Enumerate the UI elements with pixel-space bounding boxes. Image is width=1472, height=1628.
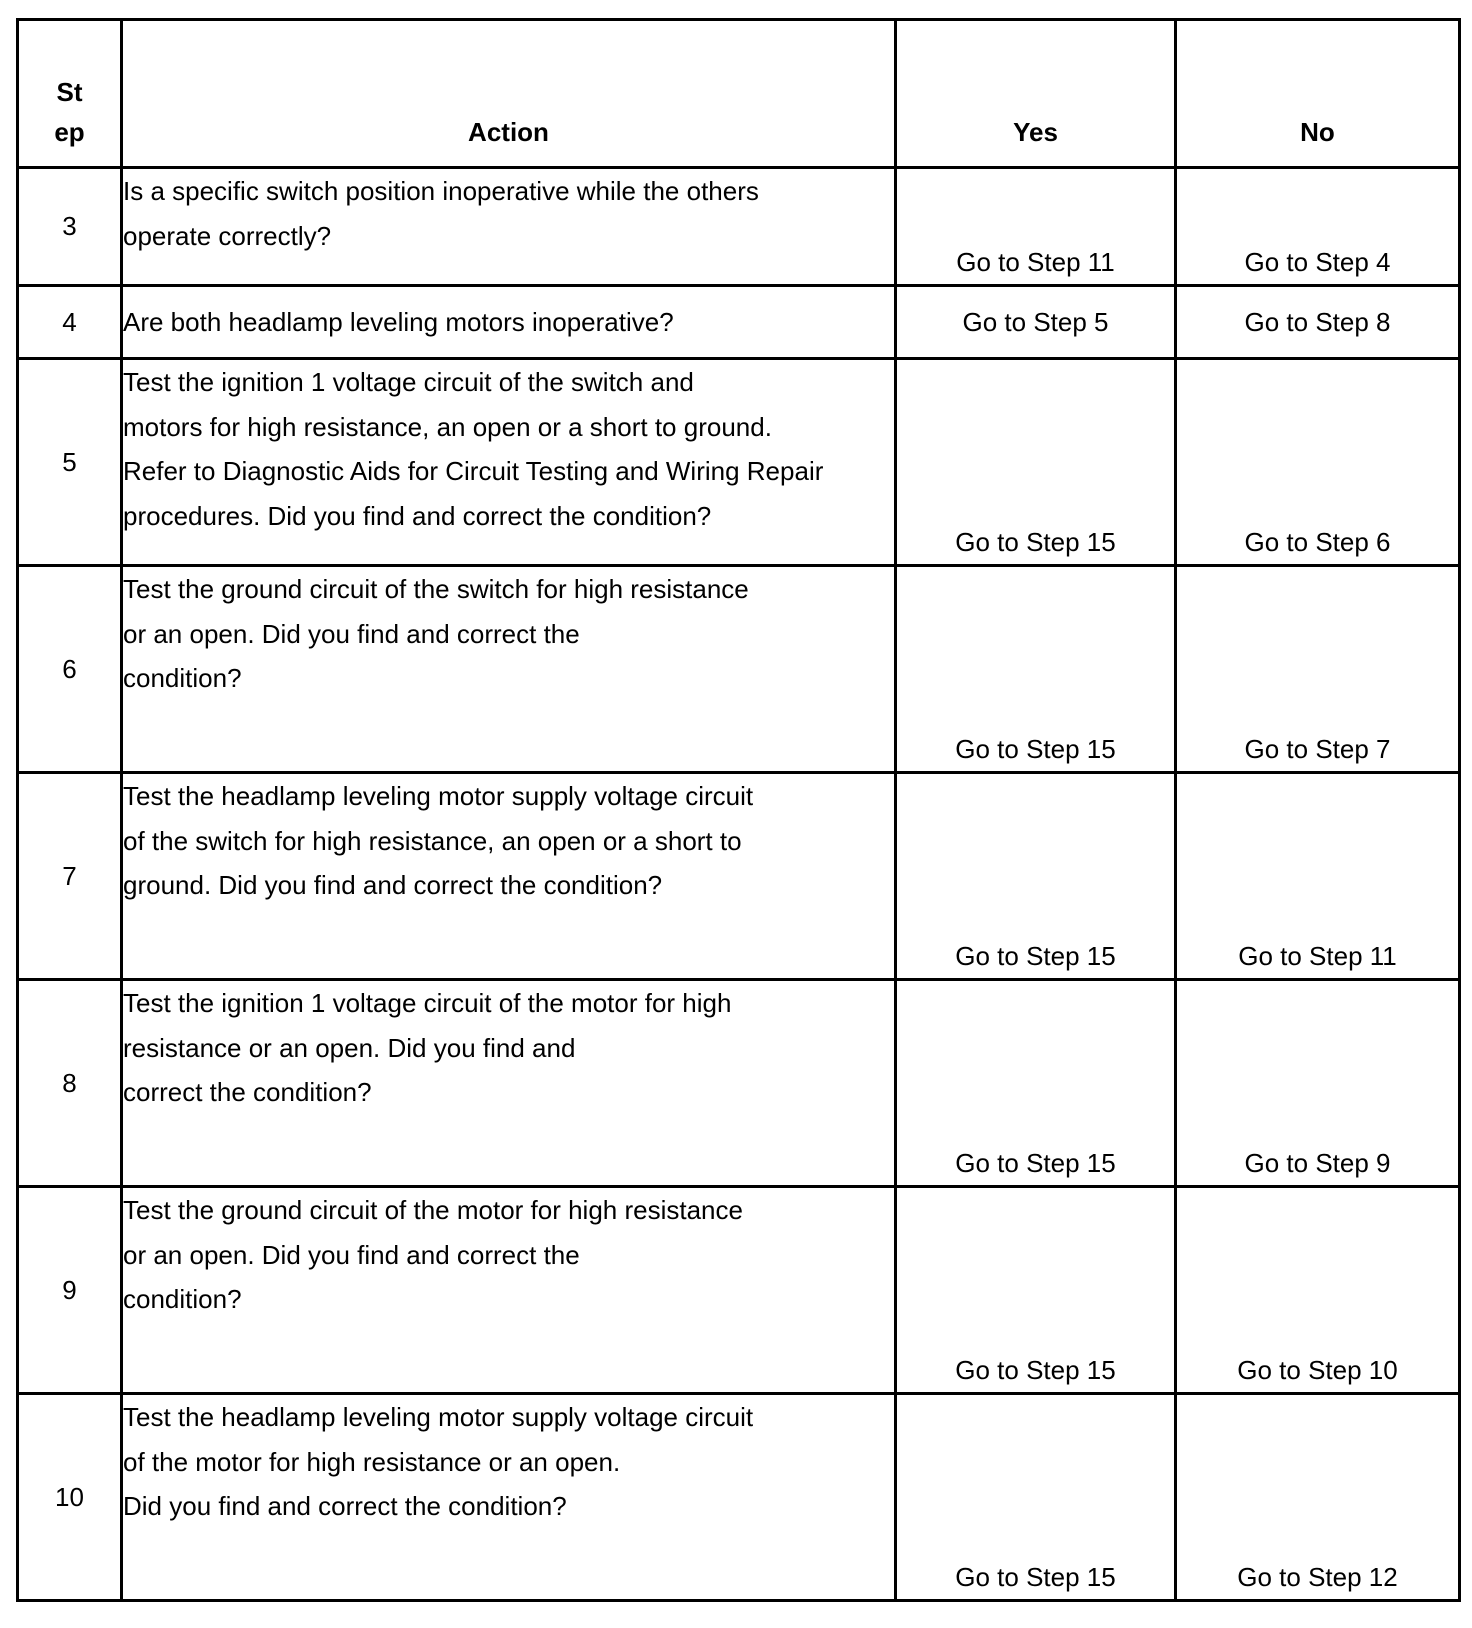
header-action: Action <box>122 20 896 168</box>
action-text: Test the ignition 1 voltage circuit of the motor for high resistance or an open. Did you find and correct the condition? <box>122 980 896 1187</box>
no-result: Go to Step 10 <box>1176 1187 1460 1394</box>
step-number: 9 <box>18 1187 122 1394</box>
no-result: Go to Step 9 <box>1176 980 1460 1187</box>
action-text: Test the headlamp leveling motor supply voltage circuit of the motor for high resistance or an open. Did you find and correct the condition? <box>122 1394 896 1601</box>
table-row <box>18 980 1460 1187</box>
no-result: Go to Step 6 <box>1176 359 1460 566</box>
action-text: Test the ground circuit of the motor for high resistance or an open. Did you find and correct the condition? <box>122 1187 896 1394</box>
action-text: Are both headlamp leveling motors inoperative? <box>122 286 896 359</box>
step-number: 8 <box>18 980 122 1187</box>
step-number: 4 <box>18 286 122 359</box>
diagnostic-table <box>16 18 1461 1602</box>
action-text: Test the ground circuit of the switch for high resistance or an open. Did you find and correct the condition? <box>122 566 896 773</box>
table-row <box>18 1187 1460 1394</box>
step-number: 3 <box>18 168 122 286</box>
yes-result: Go to Step 15 <box>896 359 1176 566</box>
header-step: Step <box>18 20 122 168</box>
table-row <box>18 359 1460 566</box>
table-header-row <box>18 20 1460 168</box>
yes-result: Go to Step 15 <box>896 566 1176 773</box>
action-text: Is a specific switch position inoperative while the others operate correctly? <box>122 168 896 286</box>
yes-result: Go to Step 11 <box>896 168 1176 286</box>
header-yes: Yes <box>896 20 1176 168</box>
action-text: Test the headlamp leveling motor supply voltage circuit of the switch for high resistance, an open or a short to ground. Did you find and correct the condition? <box>122 773 896 980</box>
table-row <box>18 168 1460 286</box>
yes-result: Go to Step 5 <box>896 286 1176 359</box>
no-result: Go to Step 12 <box>1176 1394 1460 1601</box>
no-result: Go to Step 4 <box>1176 168 1460 286</box>
step-number: 10 <box>18 1394 122 1601</box>
yes-result: Go to Step 15 <box>896 980 1176 1187</box>
yes-result: Go to Step 15 <box>896 1187 1176 1394</box>
step-number: 7 <box>18 773 122 980</box>
no-result: Go to Step 7 <box>1176 566 1460 773</box>
table-row <box>18 286 1460 359</box>
yes-result: Go to Step 15 <box>896 1394 1176 1601</box>
step-number: 6 <box>18 566 122 773</box>
no-result: Go to Step 11 <box>1176 773 1460 980</box>
table-row <box>18 773 1460 980</box>
step-number: 5 <box>18 359 122 566</box>
table-row <box>18 566 1460 773</box>
yes-result: Go to Step 15 <box>896 773 1176 980</box>
no-result: Go to Step 8 <box>1176 286 1460 359</box>
header-no: No <box>1176 20 1460 168</box>
action-text: Test the ignition 1 voltage circuit of the switch and motors for high resistance, an open or a short to ground. Refer to Diagnostic Aids for Circuit Testing and Wiring Repair procedures. Did you find and correct the condition? <box>122 359 896 566</box>
table-row <box>18 1394 1460 1601</box>
